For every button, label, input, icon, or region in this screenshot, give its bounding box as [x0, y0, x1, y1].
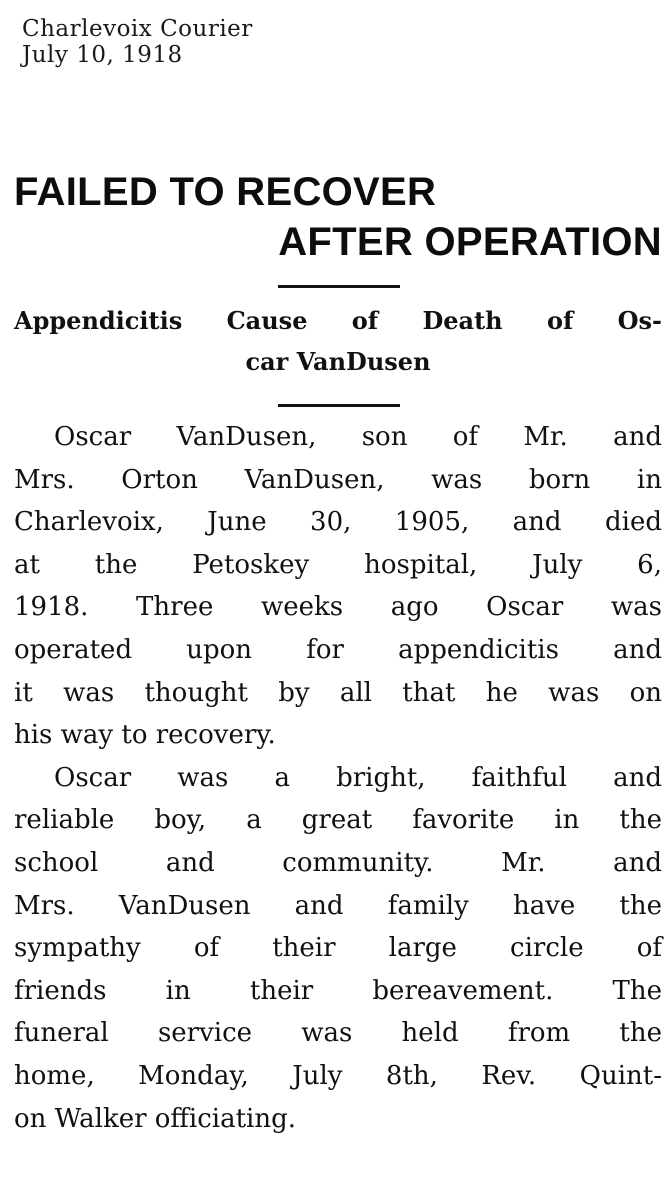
subheadline-line-1: Appendicitis Cause of Death of Os-	[14, 306, 662, 335]
subheadline-line-2: car VanDusen	[245, 347, 431, 376]
body-line: Mrs. Orton VanDusen, was born in	[14, 464, 662, 495]
body-line: Mrs. VanDusen and family have the	[14, 890, 662, 921]
body-line: friends in their bereavement. The	[14, 975, 662, 1006]
body-line: reliable boy, a great favorite in the	[14, 805, 662, 836]
divider-rule	[278, 404, 400, 407]
publication-name: Charlevoix Courier	[22, 16, 253, 42]
body-line: home, Monday, July 8th, Rev. Quint-	[14, 1060, 662, 1091]
body-line: school and community. Mr. and	[14, 847, 662, 878]
publication-date: July 10, 1918	[22, 42, 183, 68]
article-body	[14, 416, 662, 1140]
body-line: his way to recovery.	[14, 720, 276, 751]
body-line: sympathy of their large circle of	[14, 933, 662, 964]
body-line: Oscar VanDusen, son of Mr. and	[54, 422, 662, 452]
body-line: 1918. Three weeks ago Oscar was	[14, 592, 662, 623]
divider-rule	[278, 285, 400, 288]
body-line: funeral service was held from the	[14, 1018, 662, 1049]
body-line: it was thought by all that he was on	[14, 677, 662, 708]
source-caption	[22, 16, 253, 68]
headline-line-1: FAILED TO RECOVER	[14, 170, 437, 214]
body-line: at the Petoskey hospital, July 6,	[14, 549, 662, 580]
body-line: on Walker officiating.	[14, 1103, 297, 1134]
body-line: Oscar was a bright, faithful and	[54, 762, 662, 793]
body-line: operated upon for appendicitis and	[14, 634, 662, 665]
body-line: Charlevoix, June 30, 1905, and died	[14, 507, 662, 538]
headline-line-2: AFTER OPERATION	[278, 220, 662, 264]
